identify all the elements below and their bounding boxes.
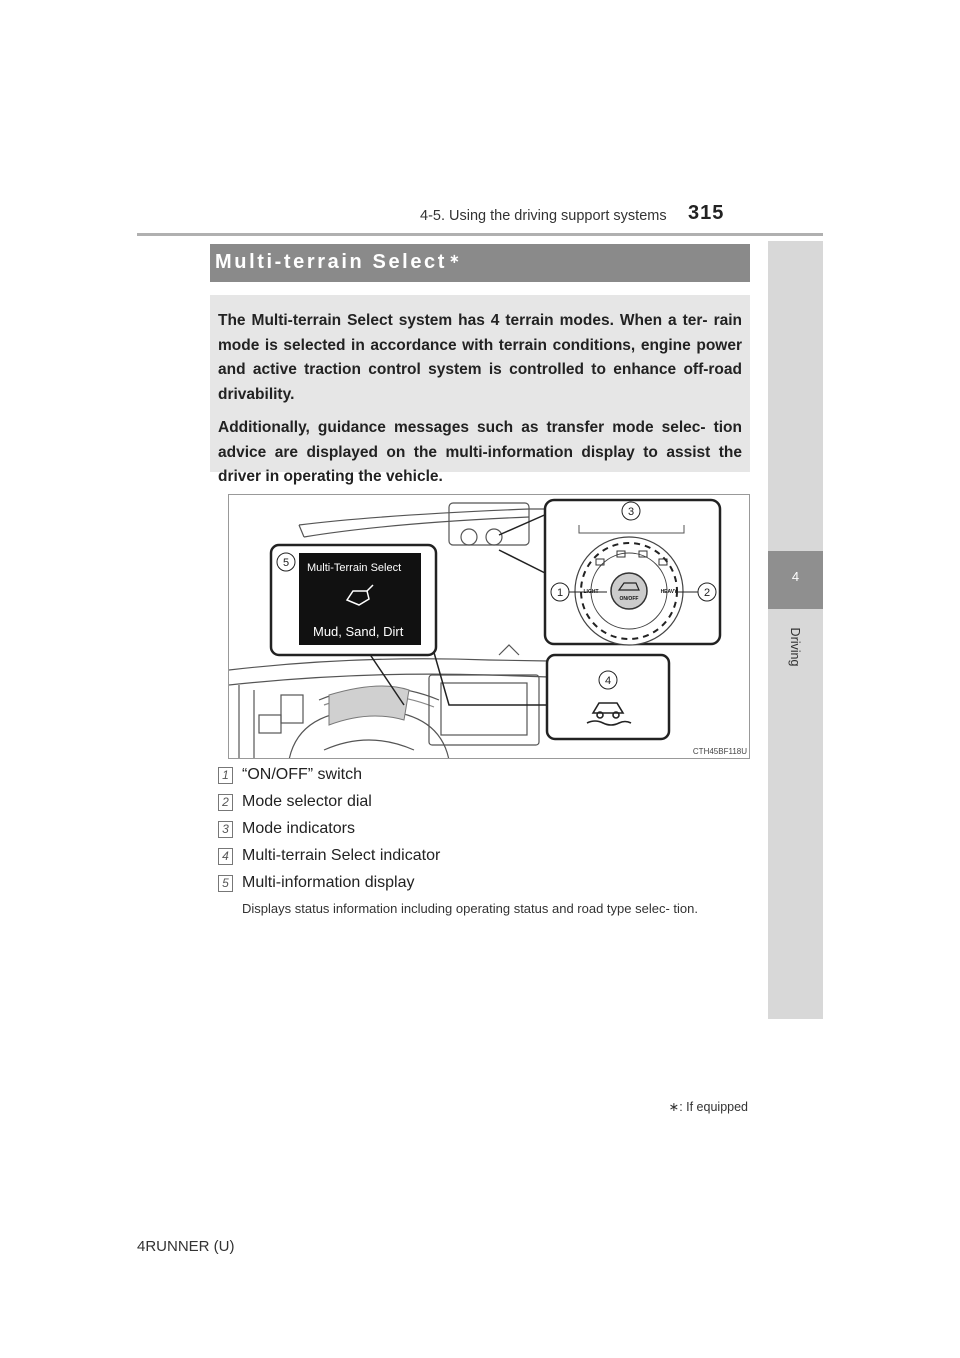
intro-paragraph-2: Additionally, guidance messages such as transfer mode selec- tion advice are displayed on the multi-information display to assist the driver in operating the vehicle. xyxy=(218,419,742,485)
intro-box xyxy=(210,295,750,485)
chapter-number: 4 xyxy=(791,569,800,584)
list-item xyxy=(218,791,758,818)
mid-title: Multi-Terrain Select xyxy=(307,562,402,574)
item-label: “ON/OFF” switch xyxy=(242,766,362,783)
indicator-callout xyxy=(547,655,669,739)
list-item xyxy=(218,872,758,899)
if-equipped-mark: ∗ xyxy=(449,251,460,266)
callout-2: 2 xyxy=(703,587,711,599)
item-number: 1 xyxy=(218,767,233,784)
callout-1: 1 xyxy=(556,587,564,599)
item-number: 5 xyxy=(218,875,233,892)
dial-left-label: LIGHT xyxy=(583,589,599,595)
item-label: Multi-information display xyxy=(242,874,415,891)
intro-paragraph-1: The Multi-terrain Select system has 4 terrain modes. When a ter- rain mode is selected in accordance with terrain conditions, engine power and active traction control system is controlled to enhance off-road drivability. xyxy=(218,312,742,403)
section-heading: 4-5. Using the driving support systems xyxy=(420,208,667,224)
item-number: 4 xyxy=(218,848,233,865)
item-label: Mode indicators xyxy=(242,820,355,837)
dial-center-label: ON/OFF xyxy=(619,596,639,602)
dashboard-illustration xyxy=(228,494,750,759)
figure-code: CTH45BF118U xyxy=(692,747,747,756)
callout-3: 3 xyxy=(627,506,635,518)
section-title-text: Multi-terrain Select xyxy=(215,251,448,273)
section-title-bar xyxy=(210,244,750,282)
dial-right-label: HEAVY xyxy=(660,589,678,595)
item-number: 3 xyxy=(218,821,233,838)
item-5-description: Displays status information including operating status and road type selec- tion. xyxy=(242,901,698,916)
header-divider xyxy=(137,233,823,236)
chapter-tab[interactable] xyxy=(768,551,823,609)
list-item xyxy=(218,818,758,845)
mid-mode-text: Mud, Sand, Dirt xyxy=(313,624,404,639)
legend-list xyxy=(218,764,758,899)
mid-callout xyxy=(271,545,549,705)
chapter-label: Driving xyxy=(788,627,802,667)
callout-4: 4 xyxy=(604,675,612,687)
section-title xyxy=(215,251,460,274)
dial-callout xyxy=(545,500,720,645)
dashboard-line-drawing xyxy=(229,495,750,759)
item-number: 2 xyxy=(218,794,233,811)
list-item xyxy=(218,845,758,872)
footnote: ∗: If equipped xyxy=(668,1100,748,1114)
page-number: 315 xyxy=(688,202,725,224)
item-label: Mode selector dial xyxy=(242,793,372,810)
model-name: 4RUNNER (U) xyxy=(137,1238,235,1255)
item-label: Multi-terrain Select indicator xyxy=(242,847,441,864)
callout-5: 5 xyxy=(282,557,290,569)
list-item xyxy=(218,764,758,791)
